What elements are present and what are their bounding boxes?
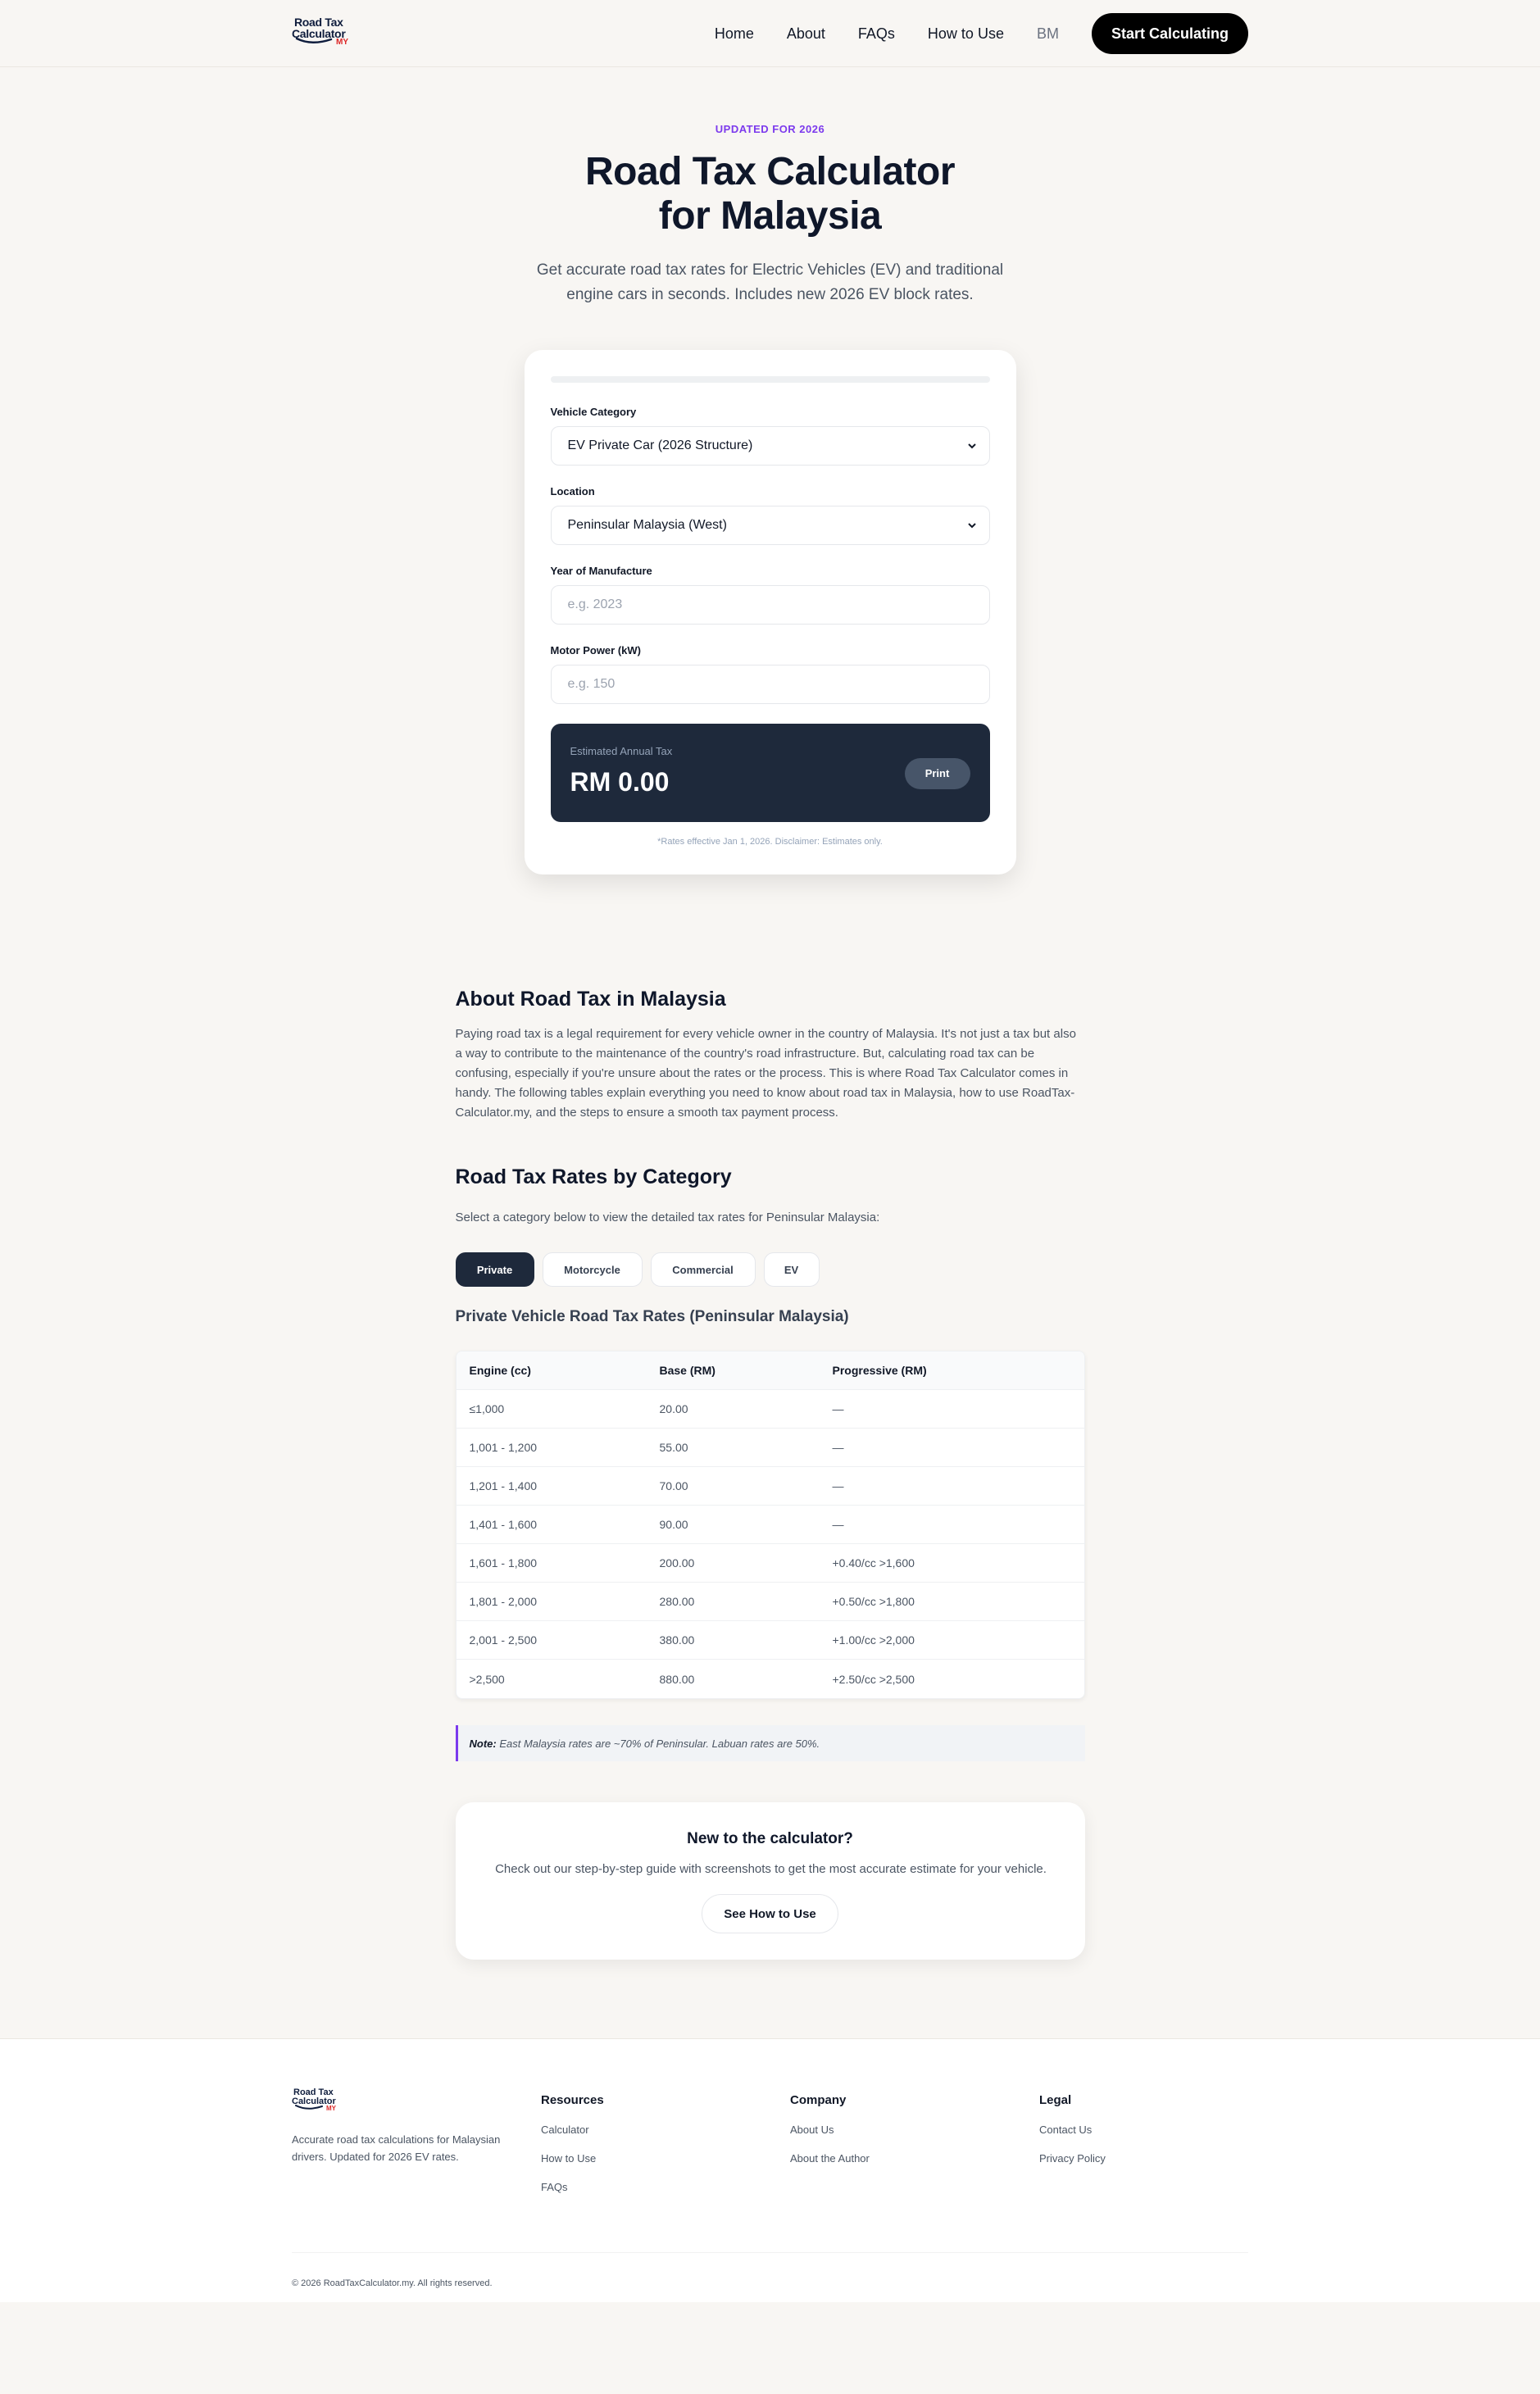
guide-text: Check out our step-by-step guide with screenshots to get the most accurate estimate for your vehicle. bbox=[495, 1862, 1047, 1876]
progressive-cell: — bbox=[832, 1441, 844, 1454]
table-row bbox=[457, 1583, 1084, 1621]
logo-line-2: Calculator bbox=[292, 27, 346, 40]
guide-title: New to the calculator? bbox=[687, 1830, 853, 1847]
result-panel bbox=[551, 724, 990, 822]
logo-line-1: Road Tax bbox=[294, 16, 343, 29]
nav-faqs[interactable]: FAQs bbox=[857, 25, 895, 42]
table-row bbox=[457, 1544, 1084, 1583]
engine-cell: >2,500 bbox=[469, 1672, 505, 1686]
footer-link-how-to-use[interactable]: How to Use bbox=[541, 2152, 597, 2165]
about-body: Paying road tax is a legal requirement for every vehicle owner in the country of Malaysia. It's not just a tax but also a way to contribute to the maintenance of the country's road infrastructure. But, calculating road tax can be confusing, especially if you're unsure about the rates or the process. This is where Road Tax Calculator comes in handy. The following tables explain everything you need to know about road tax in Malaysia, how to use RoadTax-Calculator.my, and the steps to ensure a smooth tax payment process. bbox=[455, 1027, 1076, 1120]
footer-column-title: Resources bbox=[541, 2093, 604, 2107]
hero-subtitle: Get accurate road tax rates for Electric Vehicles (EV) and traditional engine cars in seconds. Includes new 2026 EV block rates. bbox=[536, 261, 1004, 303]
engine-cell: 1,001 - 1,200 bbox=[469, 1441, 538, 1454]
progressive-cell: +0.50/cc >1,800 bbox=[832, 1595, 915, 1608]
motor-power-placeholder: e.g. 150 bbox=[567, 677, 616, 691]
nav-home[interactable]: Home bbox=[714, 25, 754, 42]
table-row bbox=[457, 1506, 1084, 1544]
column-header: Progressive (RM) bbox=[832, 1364, 927, 1377]
tab-motorcycle[interactable]: Motorcycle bbox=[543, 1252, 643, 1287]
base-cell: 280.00 bbox=[659, 1595, 695, 1608]
footer-link-about-author[interactable]: About the Author bbox=[790, 2152, 870, 2165]
main-nav bbox=[715, 13, 1248, 54]
vehicle-category-value: EV Private Car (2026 Structure) bbox=[567, 438, 753, 452]
update-badge: UPDATED FOR 2026 bbox=[715, 123, 825, 135]
vehicle-category-select[interactable] bbox=[551, 426, 990, 466]
table-row bbox=[457, 1621, 1084, 1660]
base-cell: 90.00 bbox=[659, 1518, 688, 1531]
chevron-down-icon bbox=[966, 440, 978, 452]
base-cell: 20.00 bbox=[659, 1402, 688, 1415]
footer-link-contact[interactable]: Contact Us bbox=[1039, 2124, 1093, 2136]
tab-ev[interactable]: EV bbox=[764, 1252, 820, 1287]
note-text: East Malaysia rates are ~70% of Peninsular. Labuan rates are 50%. bbox=[499, 1737, 820, 1750]
engine-cell: ≤1,000 bbox=[469, 1402, 505, 1415]
result-value: RM 0.00 bbox=[570, 767, 670, 797]
site-logo[interactable] bbox=[292, 16, 351, 51]
base-cell: 880.00 bbox=[659, 1672, 695, 1686]
calculator-card bbox=[525, 350, 1016, 874]
base-cell: 200.00 bbox=[659, 1556, 695, 1570]
hero-section bbox=[0, 123, 1540, 307]
see-how-to-use-button[interactable]: See How to Use bbox=[702, 1894, 838, 1933]
rates-disclaimer: *Rates effective Jan 1, 2026. Disclaimer: Estimates only. bbox=[657, 837, 883, 847]
footer-column-resources bbox=[541, 2093, 604, 2210]
footer-column-company bbox=[790, 2093, 870, 2181]
logo-line-2: Calculator bbox=[292, 2096, 336, 2106]
main-content bbox=[456, 988, 1085, 1960]
progressive-cell: — bbox=[832, 1479, 844, 1492]
footer-link-faqs[interactable]: FAQs bbox=[541, 2181, 568, 2193]
site-footer bbox=[0, 2038, 1540, 2302]
logo-line-1: Road Tax bbox=[293, 2087, 334, 2097]
table-row bbox=[457, 1467, 1084, 1506]
page-title: Road Tax Calculator for Malaysia bbox=[584, 150, 956, 238]
footer-column-title: Legal bbox=[1039, 2093, 1072, 2107]
progressive-cell: +1.00/cc >2,000 bbox=[832, 1633, 915, 1647]
location-label: Location bbox=[550, 485, 595, 497]
logo-suffix: MY bbox=[336, 38, 348, 47]
footer-link-privacy[interactable]: Privacy Policy bbox=[1039, 2152, 1106, 2165]
base-cell: 55.00 bbox=[659, 1441, 688, 1454]
year-of-manufacture-input[interactable] bbox=[551, 585, 990, 625]
column-header: Engine (cc) bbox=[469, 1364, 531, 1377]
table-row bbox=[457, 1390, 1084, 1429]
result-label: Estimated Annual Tax bbox=[570, 745, 673, 757]
motor-power-input[interactable] bbox=[551, 665, 990, 704]
table-row bbox=[457, 1429, 1084, 1467]
rates-table-title: Private Vehicle Road Tax Rates (Peninsular Malaysia) bbox=[455, 1308, 849, 1325]
rates-table bbox=[456, 1351, 1085, 1699]
nav-how-to-use[interactable]: How to Use bbox=[927, 25, 1004, 42]
logo-suffix: MY bbox=[326, 2105, 336, 2112]
table-header-row bbox=[457, 1351, 1084, 1390]
table-row bbox=[457, 1660, 1084, 1698]
motor-power-label: Motor Power (kW) bbox=[550, 644, 641, 656]
footer-logo[interactable] bbox=[292, 2088, 341, 2118]
start-calculating-button[interactable]: Start Calculating bbox=[1092, 13, 1248, 54]
year-placeholder: e.g. 2023 bbox=[567, 597, 623, 611]
column-header: Base (RM) bbox=[659, 1364, 715, 1377]
nav-language-bm[interactable]: BM bbox=[1036, 25, 1059, 42]
engine-cell: 1,801 - 2,000 bbox=[469, 1595, 538, 1608]
logo-swoosh-icon bbox=[295, 36, 338, 44]
note-label: Note: bbox=[469, 1737, 497, 1750]
location-value: Peninsular Malaysia (West) bbox=[567, 518, 727, 532]
footer-description: Accurate road tax calculations for Malaysian drivers. Updated for 2026 EV rates. bbox=[292, 2133, 501, 2163]
progressive-cell: +0.40/cc >1,600 bbox=[832, 1556, 915, 1570]
print-button[interactable]: Print bbox=[905, 758, 970, 789]
tab-private[interactable]: Private bbox=[456, 1252, 534, 1287]
base-cell: 70.00 bbox=[659, 1479, 688, 1492]
rates-heading: Road Tax Rates by Category bbox=[455, 1165, 732, 1188]
engine-cell: 1,401 - 1,600 bbox=[469, 1518, 538, 1531]
footer-column-legal bbox=[1039, 2093, 1106, 2181]
progress-bar bbox=[551, 376, 990, 383]
nav-about[interactable]: About bbox=[786, 25, 825, 42]
rates-instruction: Select a category below to view the detailed tax rates for Peninsular Malaysia: bbox=[455, 1211, 880, 1224]
tab-commercial[interactable]: Commercial bbox=[651, 1252, 756, 1287]
copyright: © 2026 RoadTaxCalculator.my. All rights reserved. bbox=[292, 2278, 493, 2288]
chevron-down-icon bbox=[966, 520, 978, 531]
footer-link-calculator[interactable]: Calculator bbox=[541, 2124, 589, 2136]
rates-note bbox=[456, 1725, 1085, 1761]
about-heading: About Road Tax in Malaysia bbox=[455, 988, 726, 1011]
top-navigation bbox=[0, 0, 1540, 67]
engine-cell: 1,201 - 1,400 bbox=[469, 1479, 538, 1492]
footer-column-title: Company bbox=[790, 2093, 847, 2107]
engine-cell: 2,001 - 2,500 bbox=[469, 1633, 538, 1647]
progressive-cell: — bbox=[832, 1402, 844, 1415]
category-tabs bbox=[456, 1252, 1085, 1287]
progressive-cell: — bbox=[832, 1518, 844, 1531]
location-select[interactable] bbox=[551, 506, 990, 545]
progressive-cell: +2.50/cc >2,500 bbox=[832, 1672, 915, 1686]
vehicle-category-label: Vehicle Category bbox=[550, 406, 637, 418]
year-label: Year of Manufacture bbox=[550, 565, 652, 577]
logo-swoosh-icon bbox=[294, 2104, 327, 2110]
footer-divider bbox=[292, 2252, 1248, 2253]
engine-cell: 1,601 - 1,800 bbox=[469, 1556, 538, 1570]
base-cell: 380.00 bbox=[659, 1633, 695, 1647]
guide-callout bbox=[456, 1802, 1085, 1960]
footer-link-about-us[interactable]: About Us bbox=[790, 2124, 834, 2136]
